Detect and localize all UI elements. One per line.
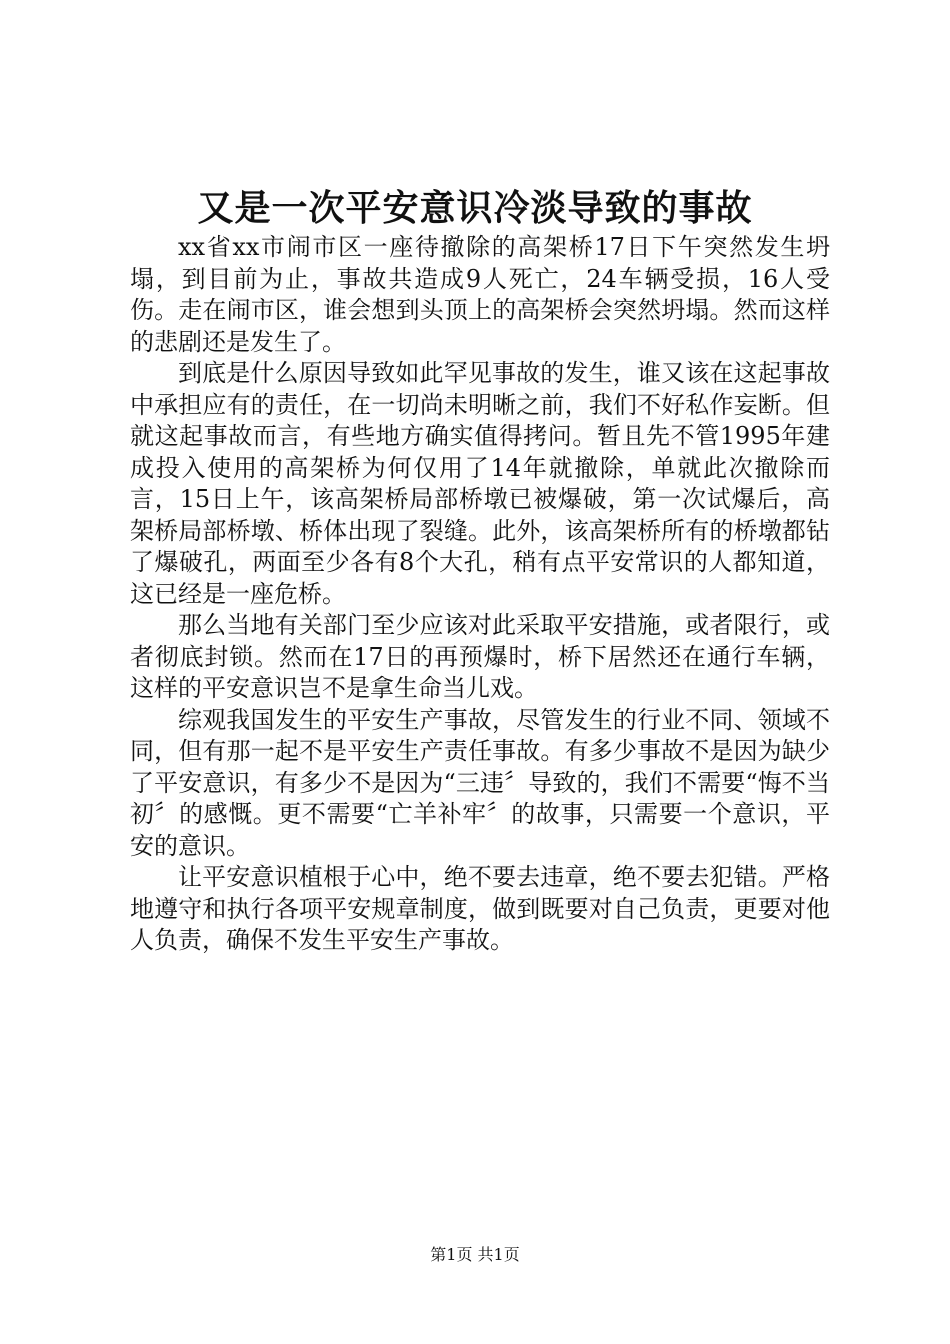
paragraph: 让平安意识植根于心中，绝不要去违章，绝不要去犯错。严格地遵守和执行各项平安规章制度，做到既要对自己负责，更要对他人负责，确保不发生平安生产事故。	[130, 863, 830, 954]
paragraph: 综观我国发生的平安生产事故，尽管发生的行业不同、领域不同，但有那一起不是平安生产责任事故。有多少事故不是因为缺少了平安意识，有多少不是因为“三违〞导致的，我们不需要“悔不当初〞的感慨。更不需要“亡羊补牢〞的故事，只需要一个意识，平安的意识。	[130, 705, 830, 860]
document-title: 又是一次平安意识冷淡导致的事故	[197, 187, 753, 229]
document-body	[130, 232, 830, 957]
paragraph: 那么当地有关部门至少应该对此采取平安措施，或者限行，或者彻底封锁。然而在17日的再预爆时，桥下居然还在通行车辆，这样的平安意识岂不是拿生命当儿戏。	[130, 611, 830, 702]
paragraph: xx省xx市闹市区一座待撤除的高架桥17日下午突然发生坍塌，到目前为止，事故共造成9人死亡，24车辆受损，16人受伤。走在闹市区，谁会想到头顶上的高架桥会突然坍塌。然而这样的悲剧还是发生了。	[130, 233, 830, 356]
paragraph: 到底是什么原因导致如此罕见事故的发生，谁又该在这起事故中承担应有的责任，在一切尚未明晰之前，我们不好私作妄断。但就这起事故而言，有些地方确实值得拷问。暂且先不管1995年建成投入使用的高架桥为何仅用了14年就撤除，单就此次撤除而言，15日上午，该高架桥局部桥墩已被爆破，第一次试爆后，高架桥局部桥墩、桥体出现了裂缝。此外，该高架桥所有的桥墩都钻了爆破孔，两面至少各有8个大孔，稍有点平安常识的人都知道，这已经是一座危桥。	[130, 359, 830, 608]
page-footer: 第1页 共1页	[430, 1245, 520, 1264]
